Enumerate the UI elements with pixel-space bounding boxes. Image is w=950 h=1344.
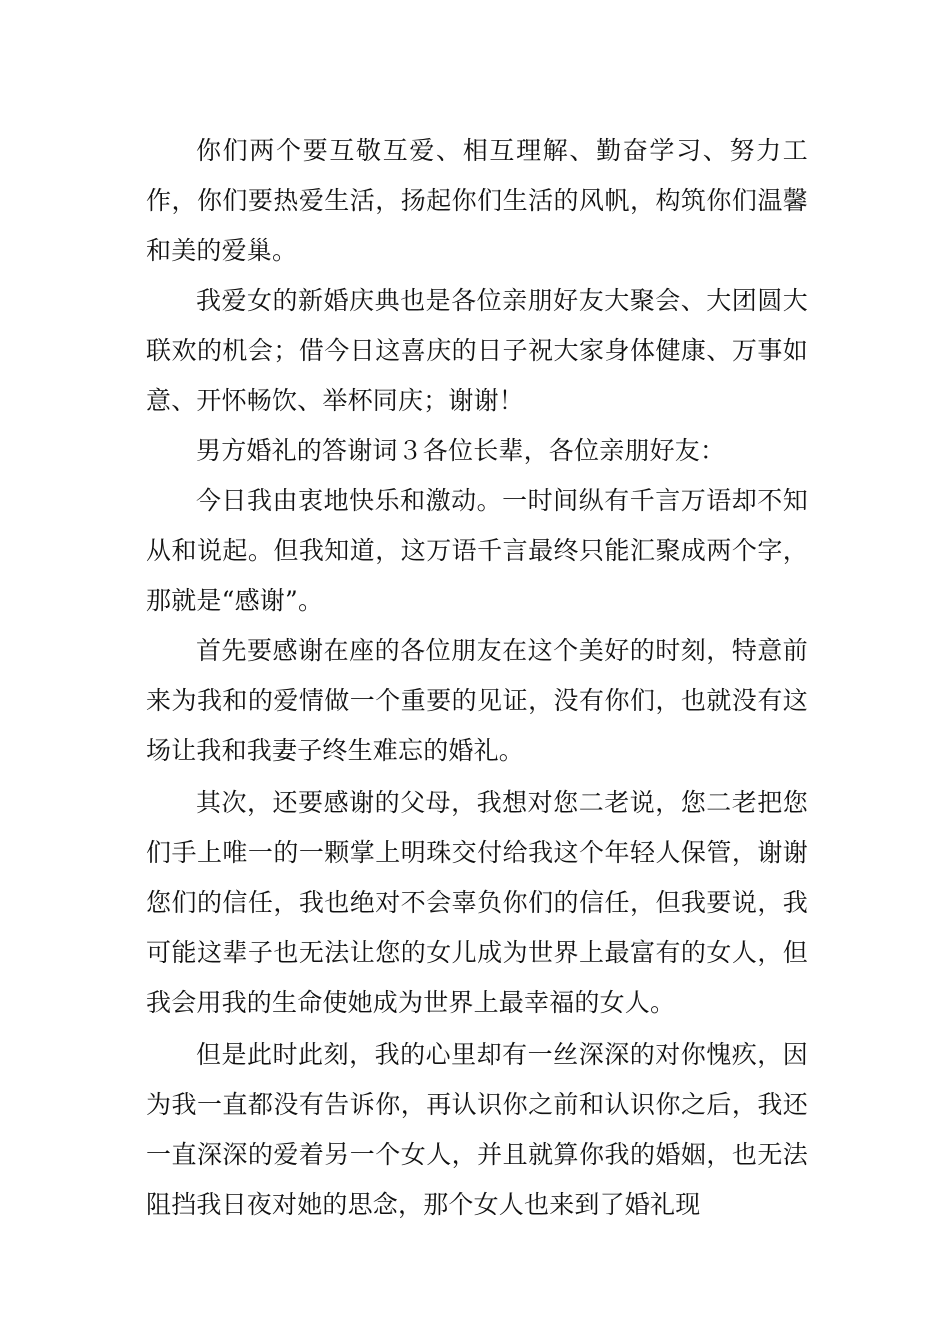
paragraph: 你们两个要互敬互爱、相互理解、勤奋学习、努力工作，你们要热爱生活，扬起你们生活的风帆，构筑你们温馨和美的爱巢。 xyxy=(146,136,808,265)
paragraph: 我爱女的新婚庆典也是各位亲朋好友大聚会、大团圆大联欢的机会；借今日这喜庆的日子祝大家身体健康、万事如意、开怀畅饮、举杯同庆；谢谢！ xyxy=(146,286,808,415)
paragraph: 今日我由衷地快乐和激动。一时间纵有千言万语却不知从和说起。但我知道，这万语千言最终只能汇聚成两个字，那就是“感谢”。 xyxy=(146,486,808,615)
paragraph: 但是此时此刻，我的心里却有一丝深深的对你愧疚，因为我一直都没有告诉你，再认识你之前和认识你之后，我还一直深深的爱着另一个女人，并且就算你我的婚姻，也无法阻挡我日夜对她的思念，那个女人也来到了婚礼现 xyxy=(146,1040,808,1219)
paragraph: 男方婚礼的答谢词３各位长辈，各位亲朋好友： xyxy=(196,436,726,465)
paragraph: 其次，还要感谢的父母，我想对您二老说，您二老把您们手上唯一的一颗掌上明珠交付给我这个年轻人保管，谢谢您们的信任，我也绝对不会辜负你们的信任，但我要说，我可能这辈子也无法让您的女儿成为世界上最富有的女人，但我会用我的生命使她成为世界上最幸福的女人。 xyxy=(146,788,808,1017)
paragraph: 首先要感谢在座的各位朋友在这个美好的时刻，特意前来为我和的爱情做一个重要的见证，没有你们，也就没有这场让我和我妻子终生难忘的婚礼。 xyxy=(146,636,808,765)
document-body xyxy=(146,126,808,1230)
